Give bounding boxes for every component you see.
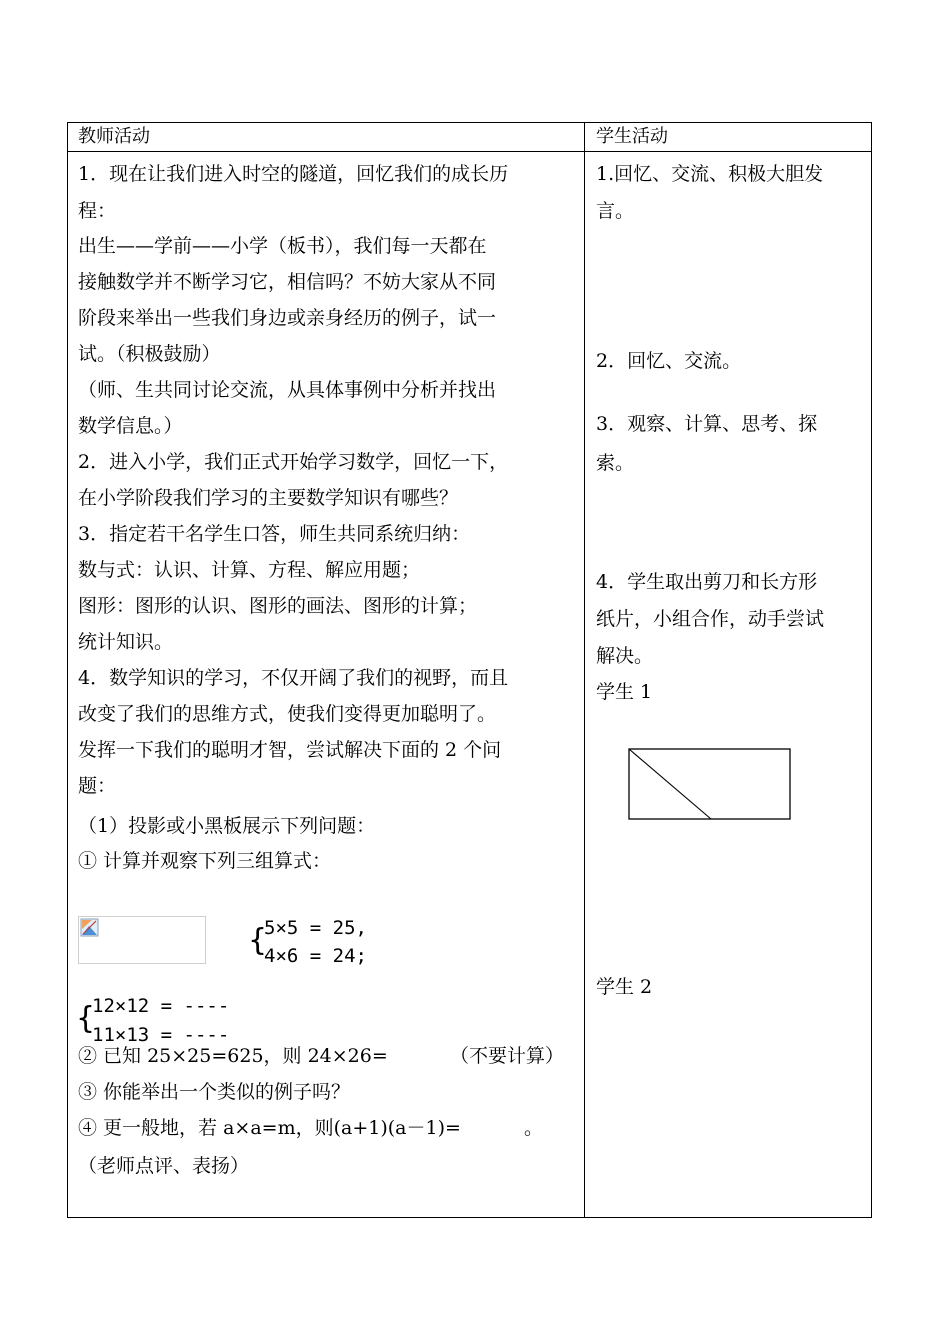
- question-3: ③ 你能举出一个类似的例子吗？: [78, 1081, 351, 1103]
- broken-image-placeholder: [78, 916, 206, 964]
- student-line: 言。: [596, 200, 635, 222]
- teacher-line: 2．进入小学，我们正式开始学习数学，回忆一下，: [78, 451, 509, 473]
- teacher-line: 试。（积极鼓励）: [78, 343, 221, 365]
- student-line: 索。: [596, 452, 635, 474]
- equation: 11×13 = ----: [92, 1024, 230, 1046]
- teacher-line: 程：: [78, 200, 117, 222]
- header-teacher-activity: 教师活动: [78, 126, 150, 147]
- rectangle-cut-diagram: [628, 748, 792, 822]
- teacher-line: ① 计算并观察下列三组算式：: [78, 850, 332, 872]
- student-1-label: 学生 1: [596, 681, 653, 703]
- student-2-label: 学生 2: [596, 976, 653, 998]
- student-line: 1.回忆、交流、积极大胆发: [596, 163, 824, 185]
- question-2: ② 已知 25×25=625，则 24×26=: [78, 1045, 388, 1067]
- teacher-line: 1．现在让我们进入时空的隧道，回忆我们的成长历: [78, 163, 509, 185]
- header-student-activity: 学生活动: [596, 126, 668, 147]
- teacher-line: 数学信息。）: [78, 415, 183, 437]
- column-divider: [584, 123, 585, 1217]
- header-divider: [68, 151, 871, 152]
- question-2-note: （不要计算）: [450, 1045, 565, 1067]
- left-brace: {: [76, 1001, 96, 1036]
- teacher-comment: （老师点评、表扬）: [78, 1155, 250, 1177]
- student-line: 纸片，小组合作，动手尝试: [596, 608, 825, 630]
- teacher-line: 在小学阶段我们学习的主要数学知识有哪些？: [78, 487, 459, 509]
- teacher-line: 接触数学并不断学习它，相信吗？不妨大家从不同: [78, 271, 497, 293]
- teacher-line: 4．数学知识的学习，不仅开阔了我们的视野，而且: [78, 667, 509, 689]
- student-line: 4．学生取出剪刀和长方形: [596, 571, 818, 593]
- teacher-line: 题：: [78, 775, 117, 797]
- question-4-end: 。: [524, 1117, 544, 1139]
- student-line: 3．观察、计算、思考、探: [596, 413, 818, 435]
- activity-table: [67, 122, 872, 1218]
- teacher-line: （师、生共同讨论交流，从具体事例中分析并找出: [78, 379, 497, 401]
- left-brace: {: [248, 923, 268, 958]
- teacher-line: 数与式：认识、计算、方程、解应用题；: [78, 559, 421, 581]
- teacher-line: 阶段来举出一些我们身边或亲身经历的例子，试一: [78, 307, 497, 329]
- question-4: ④ 更一般地，若 a×a=m，则(a+1)(a－1)=: [78, 1117, 461, 1139]
- broken-image-icon: [80, 918, 100, 938]
- teacher-line: 3．指定若干名学生口答，师生共同系统归纳：: [78, 523, 471, 545]
- teacher-line: （1）投影或小黑板展示下列问题：: [78, 815, 376, 837]
- equation: 4×6 = 24;: [264, 945, 367, 967]
- equation: 5×5 = 25,: [264, 917, 367, 939]
- teacher-line: 发挥一下我们的聪明才智，尝试解决下面的 2 个问: [78, 739, 502, 761]
- equation: 12×12 = ----: [92, 995, 230, 1017]
- teacher-line: 图形：图形的认识、图形的画法、图形的计算；: [78, 595, 478, 617]
- teacher-line: 统计知识。: [78, 631, 174, 653]
- student-line: 2．回忆、交流。: [596, 350, 742, 372]
- teacher-line: 改变了我们的思维方式，使我们变得更加聪明了。: [78, 703, 497, 725]
- teacher-line: 出生——学前——小学（板书），我们每一天都在: [78, 235, 487, 257]
- student-line: 解决。: [596, 645, 654, 667]
